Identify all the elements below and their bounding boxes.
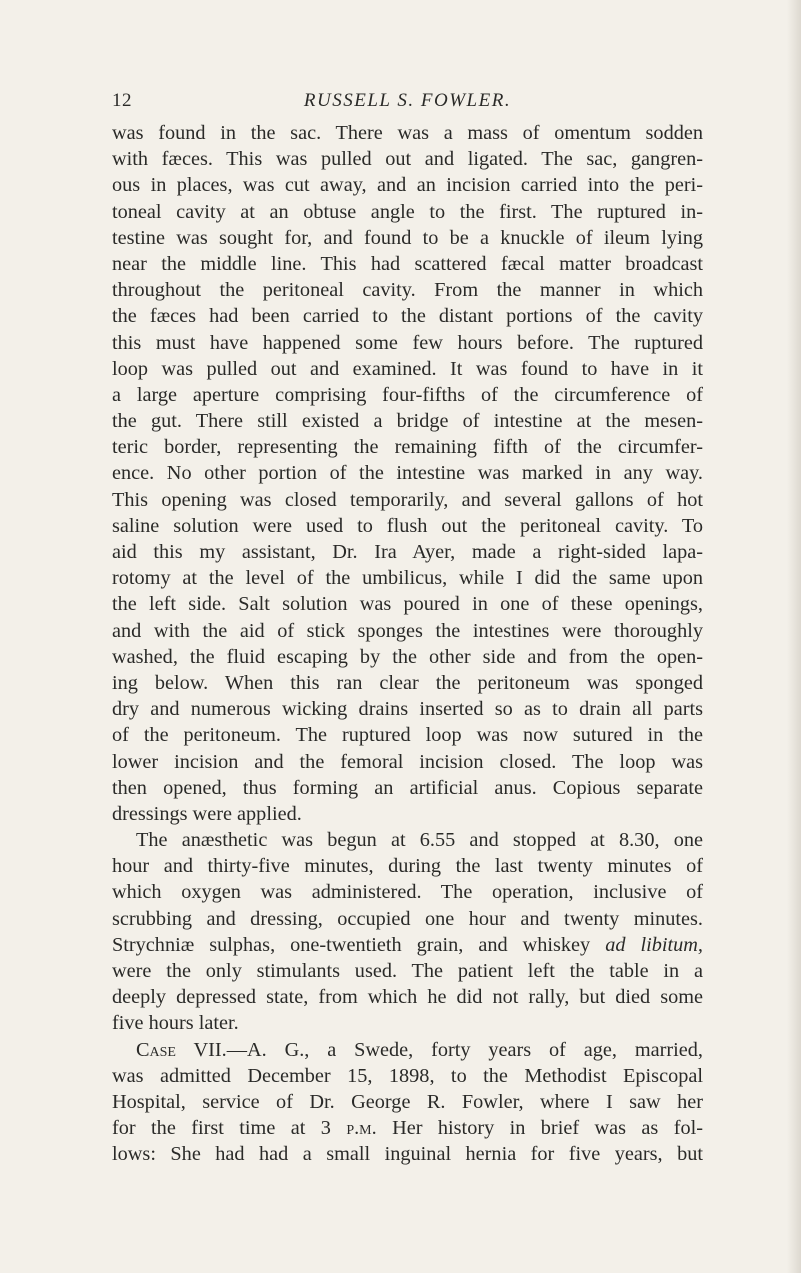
- text-line: ing below. When this ran clear the peritoneum was sponged: [112, 671, 703, 694]
- text-line: ence. No other portion of the intestine was marked in any way.: [112, 462, 703, 485]
- text-line: then opened, thus forming an artificial anus. Copious separate: [112, 776, 703, 799]
- case-heading-line: [112, 1037, 703, 1063]
- text-line: of the peritoneum. The ruptured loop was now sutured in the: [112, 724, 703, 747]
- italic-phrase: ad libitum,: [605, 933, 703, 956]
- text-line: and with the aid of stick sponges the intestines were thoroughly: [112, 619, 703, 642]
- text-line: hour and thirty-five minutes, during the last twenty minutes of: [112, 855, 703, 878]
- text-line: near the middle line. This had scattered fæcal matter broadcast: [112, 252, 703, 275]
- text-line: throughout the peritoneal cavity. From the manner in which: [112, 279, 703, 302]
- time-suffix: p.m.: [346, 1117, 377, 1140]
- page-edge-shadow: [787, 0, 801, 1273]
- text-line: the fæces had been carried to the distant portions of the cavity: [112, 305, 703, 328]
- text-line: teric border, representing the remaining fifth of the circumfer-: [112, 436, 703, 459]
- text-run: Her history in brief was as fol-: [376, 1117, 703, 1140]
- text-line: this must have happened some few hours before. The ruptured: [112, 331, 703, 354]
- text-line: testine was sought for, and found to be a knuckle of ileum lying: [112, 226, 703, 249]
- text-line: Hospital, service of Dr. George R. Fowler, where I saw her: [112, 1090, 703, 1113]
- text-line: the gut. There still existed a bridge of intestine at the mesen-: [112, 410, 703, 433]
- text-run: Strychniæ sulphas, one-twentieth grain, and whiskey: [112, 933, 606, 956]
- text-run: VII.—A. G., a Swede, forty years of age, married,: [175, 1038, 703, 1061]
- text-line-paragraph-end: dressings were applied.: [112, 802, 302, 825]
- text-line: lower incision and the femoral incision closed. The loop was: [112, 750, 703, 773]
- text-line: This opening was closed temporarily, and several gallons of hot: [112, 488, 703, 511]
- text-line: toneal cavity at an obtuse angle to the first. The ruptured in-: [112, 200, 703, 223]
- text-line: [112, 1115, 703, 1141]
- text-line: loop was pulled out and examined. It was found to have in it: [112, 357, 703, 380]
- text-line: washed, the fluid escaping by the other side and from the open-: [112, 645, 703, 668]
- text-line: aid this my assistant, Dr. Ira Ayer, made a right-sided lapa-: [112, 541, 703, 563]
- text-line: were the only stimulants used. The patient left the table in a: [112, 960, 703, 982]
- page-header: [112, 90, 703, 118]
- text-line: saline solution were used to flush out the peritoneal cavity. To: [112, 514, 703, 537]
- text-line: ous in places, was cut away, and an incision carried into the peri-: [112, 174, 703, 197]
- case-label: Case: [136, 1038, 176, 1061]
- body-text: [112, 120, 703, 1168]
- text-line: was found in the sac. There was a mass of omentum sodden: [112, 122, 703, 144]
- text-line-paragraph-end: five hours later.: [112, 1012, 239, 1035]
- running-head: RUSSELL S. FOWLER.: [303, 90, 512, 111]
- text-line: a large aperture comprising four-fifths of the circumference of: [112, 383, 703, 406]
- text-line: with fæces. This was pulled out and ligated. The sac, gangren-: [112, 148, 703, 171]
- text-line: was admitted December 15, 1898, to the Methodist Episcopal: [112, 1064, 703, 1087]
- text-run: for the first time at 3: [112, 1117, 347, 1140]
- text-line: dry and numerous wicking drains inserted so as to drain all parts: [112, 698, 703, 721]
- text-line: which oxygen was administered. The operation, inclusive of: [112, 881, 703, 904]
- page-number: 12: [112, 90, 132, 111]
- text-line: scrubbing and dressing, occupied one hour and twenty minutes.: [112, 907, 703, 930]
- text-line: lows: She had had a small inguinal hernia for five years, but: [112, 1143, 703, 1166]
- text-line: the left side. Salt solution was poured in one of these openings,: [112, 593, 703, 616]
- text-line: rotomy at the level of the umbilicus, while I did the same upon: [112, 567, 703, 590]
- text-line-paragraph-start: The anæsthetic was begun at 6.55 and stopped at 8.30, one: [136, 829, 703, 852]
- text-line: [112, 932, 703, 958]
- text-line: deeply depressed state, from which he did not rally, but died some: [112, 986, 703, 1009]
